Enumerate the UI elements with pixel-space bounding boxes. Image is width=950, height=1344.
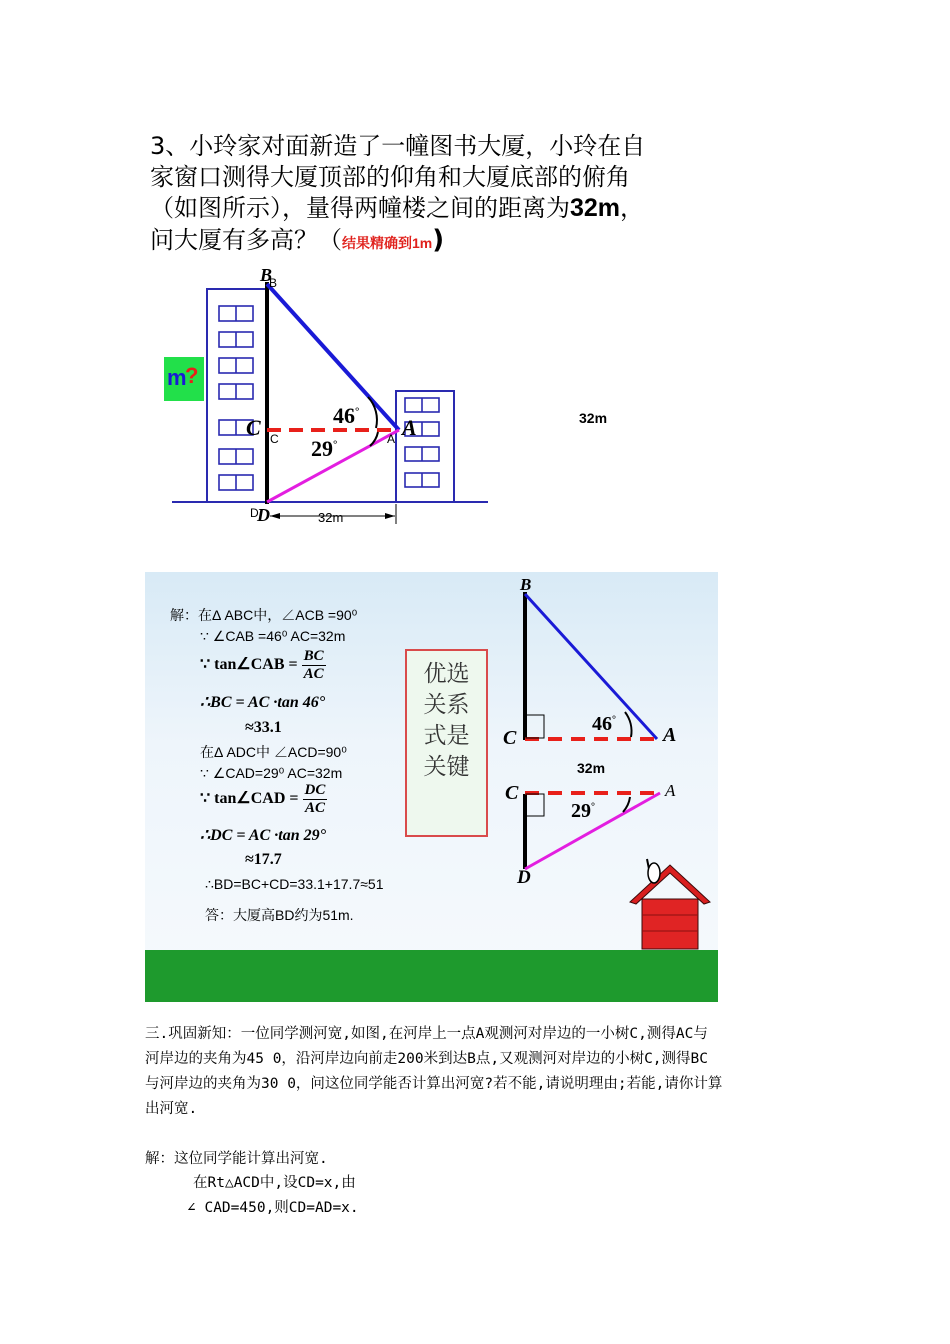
exercise-line-2: 河岸边的夹角为45 0，沿河岸边向前走200米到达B点,又观测河对岸边的小树C,测得BC	[145, 1051, 708, 1067]
sol-answer: 答：大厦高BD约为51m.	[205, 907, 354, 923]
exercise-line-3: 与河岸边的夹角为30 0，问这位同学能否计算出河宽?若不能,请说明理由;若能,请你计算	[145, 1076, 723, 1092]
angle-46: 46°	[333, 403, 360, 428]
answer-line-3: ∠ CAD=450,则CD=AD=x.	[187, 1200, 359, 1216]
problem-distance: 32m	[570, 194, 621, 222]
label-b: B	[260, 265, 273, 285]
tri-label-d: D	[517, 867, 531, 888]
label-c: C	[246, 415, 261, 440]
sol-line-6: 在Δ ADC中 ∠ACD=90⁰	[200, 744, 347, 760]
label-d: D	[257, 505, 270, 525]
solution-slide	[145, 572, 718, 1002]
tri-label-c1: C	[503, 727, 517, 749]
answer-line-1: 解：这位同学能计算出河宽.	[145, 1151, 328, 1167]
sol-line-2: ∵ ∠CAB =46⁰ AC=32m	[200, 628, 346, 644]
label-c-small: C	[270, 432, 279, 446]
problem-line-1: 3、小玲家对面新造了一幢图书大厦，小玲在自	[150, 132, 646, 160]
tri-label-c2: C	[505, 782, 519, 804]
label-d-small: D	[250, 506, 259, 520]
sol-line-3: ∵ tan∠CAB = $\frac{BC}{AC}$	[200, 648, 324, 682]
label-a-small: A	[387, 432, 396, 446]
sol-line-4: ∴BC = AC ·tan 46°	[200, 694, 326, 711]
tri-distance: 32m	[577, 760, 606, 776]
key-tip-box: 优选 关系 式是 关键	[405, 649, 488, 837]
grass-strip	[145, 950, 718, 1002]
problem-line-4: 问大厦有多高？（结果精确到1m)	[150, 225, 445, 255]
sol-line-9: ∴DC = AC ·tan 29°	[200, 827, 327, 844]
building-figure	[0, 260, 700, 540]
sol-line-11: ∴BD=BC+CD=33.1+17.7≈51	[205, 876, 384, 892]
sol-line-7: ∵ ∠CAD=29⁰ AC=32m	[200, 765, 343, 781]
sol-line-10: ≈17.7	[245, 851, 282, 868]
tri-label-b: B	[520, 575, 532, 594]
distance-32m: 32m	[318, 510, 344, 525]
exercise-line-1: 三.巩固新知：一位同学测河宽,如图,在河岸上一点A观测河对岸边的一小树C,测得AC与	[145, 1026, 708, 1042]
tri-label-a2: A	[665, 781, 676, 800]
doghouse-image	[620, 857, 718, 953]
problem-line-2: 家窗口测得大厦顶部的仰角和大厦底部的俯角	[150, 163, 630, 191]
label-b-small: B	[269, 276, 278, 290]
unknown-height-badge: m ?	[164, 357, 204, 401]
tri-angle-29: 29°	[571, 800, 595, 822]
angle-29: 29°	[311, 436, 338, 461]
problem-line-3: （如图所示），量得两幢楼之间的距离为32m，	[150, 194, 645, 222]
answer-line-2: 在Rt△ACD中,设CD=x,由	[193, 1175, 356, 1191]
sol-line-1: 解：在Δ ABC中，∠ACB =90⁰	[170, 607, 358, 623]
label-a: A	[402, 415, 417, 440]
exercise-line-4: 出河宽.	[145, 1101, 198, 1117]
precision-note: 结果精确到1m	[342, 235, 433, 251]
tri-angle-46: 46°	[592, 713, 616, 735]
floating-32m: 32m	[579, 410, 608, 426]
sol-line-8: ∵ tan∠CAD = $\frac{DC}{AC}$	[200, 782, 326, 816]
tri-label-a1: A	[663, 724, 677, 746]
sol-line-5: ≈33.1	[245, 719, 282, 736]
